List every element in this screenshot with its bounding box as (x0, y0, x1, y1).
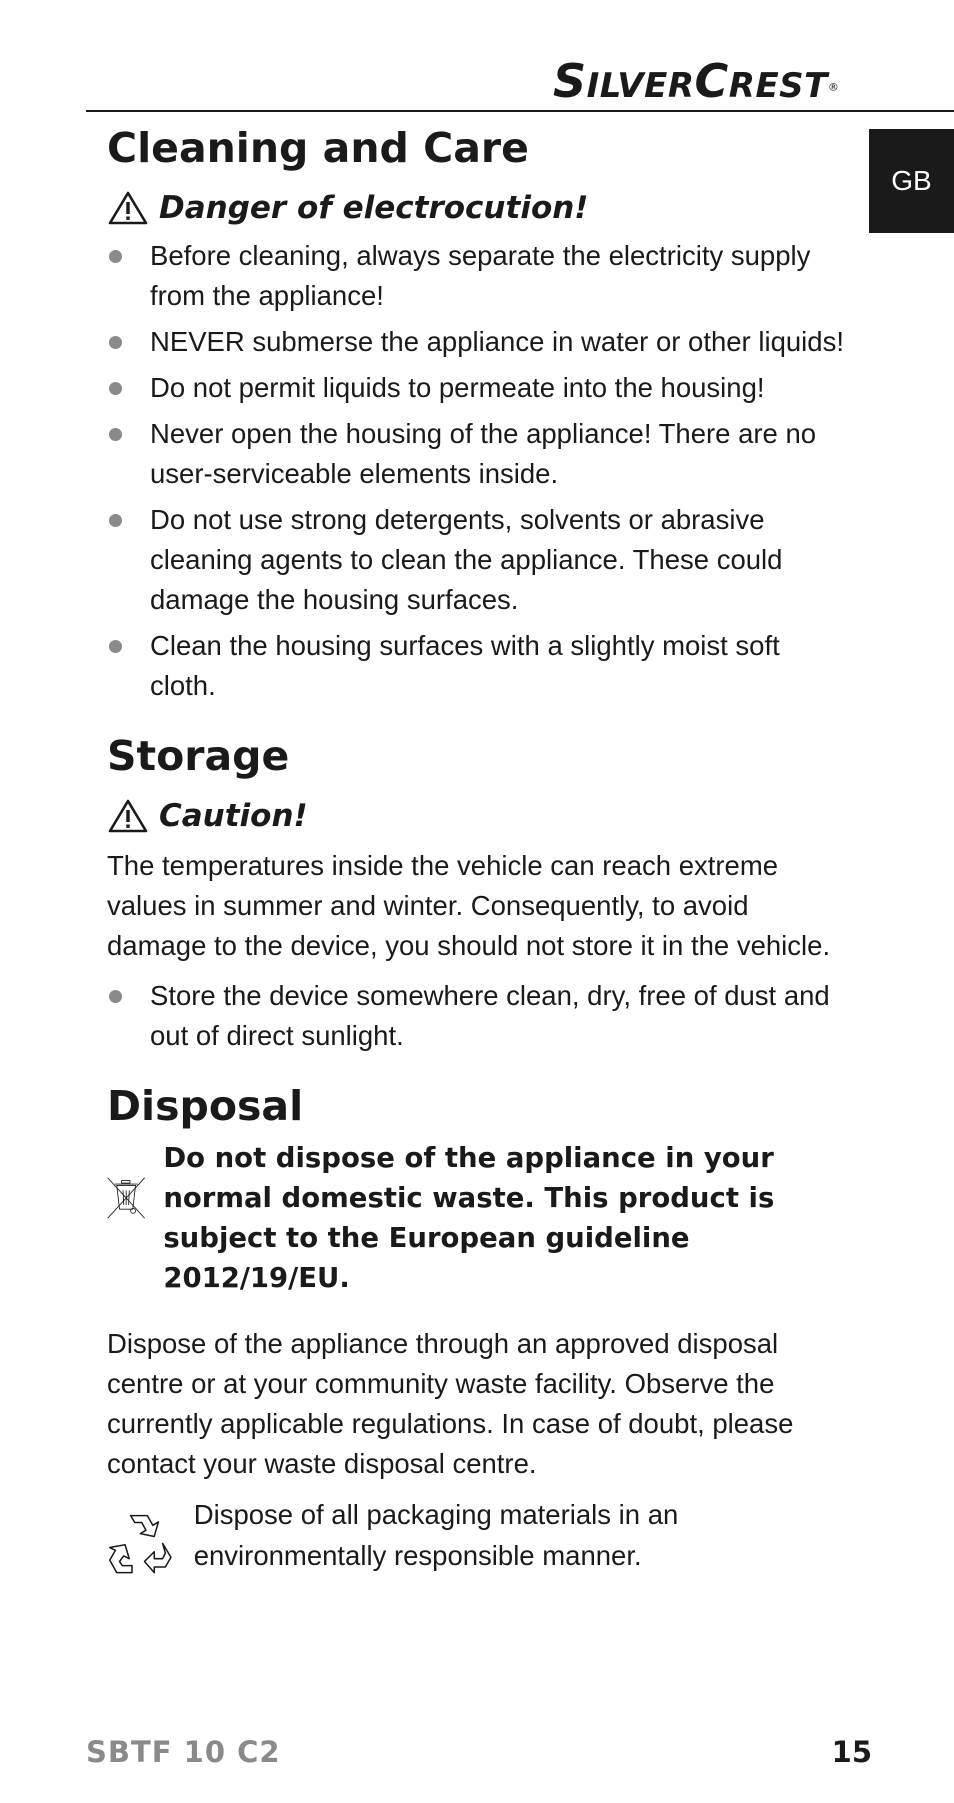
list-item: Clean the housing surfaces with a slightly moist soft cloth. (107, 626, 847, 706)
crossed-out-bin-icon (107, 1138, 145, 1258)
warning-text: Caution! (159, 798, 308, 834)
packaging-notice (107, 1494, 847, 1590)
list-item: Do not permit liquids to permeate into the housing! (107, 368, 847, 408)
warning-triangle-icon (107, 190, 149, 226)
list-item: Store the device somewhere clean, dry, free of dust and out of direct sunlight. (107, 976, 847, 1056)
storage-heading: Storage (107, 732, 290, 780)
recycle-icon (107, 1494, 174, 1590)
cleaning-heading: Cleaning and Care (107, 124, 529, 172)
disposal-heading: Disposal (107, 1082, 304, 1130)
cleaning-list (107, 236, 847, 706)
list-item: NEVER submerse the appliance in water or other liquids! (107, 322, 847, 362)
page-content (107, 122, 847, 1590)
brand-logo: SILVERCREST® (553, 54, 840, 108)
model-number: SBTF 10 C2 (86, 1735, 281, 1769)
packaging-text: Dispose of all packaging materials in an environmentally responsible manner. (193, 1499, 679, 1571)
warning-triangle-icon (107, 798, 149, 834)
storage-warning (107, 794, 847, 838)
list-item: Before cleaning, always separate the electricity supply from the appliance! (107, 236, 847, 316)
storage-paragraph: The temperatures inside the vehicle can reach extreme values in summer and winter. Consequently, to avoid damage to the device, you should not store it in the vehicle. (107, 850, 831, 961)
list-item: Do not use strong detergents, solvents or abrasive cleaning agents to clean the appliance. These could damage the housing surfaces. (107, 500, 847, 620)
warning-text: Danger of electrocution! (159, 190, 589, 226)
storage-list (107, 976, 847, 1056)
disposal-notice (107, 1138, 847, 1298)
list-item: Never open the housing of the appliance! There are no user-serviceable elements inside. (107, 414, 847, 494)
disposal-notice-text: Do not dispose of the appliance in your normal domestic waste. This product is subject to the European guideline 2012/19/EU. (163, 1142, 775, 1294)
language-tab: GB (869, 129, 954, 233)
header-divider (86, 110, 954, 112)
cleaning-warning (107, 186, 847, 230)
disposal-paragraph: Dispose of the appliance through an approved disposal centre or at your community waste facility. Observe the currently applicable regulations. In case of doubt, please contact your waste disposal centre. (107, 1328, 794, 1479)
page-number: 15 (831, 1735, 872, 1769)
